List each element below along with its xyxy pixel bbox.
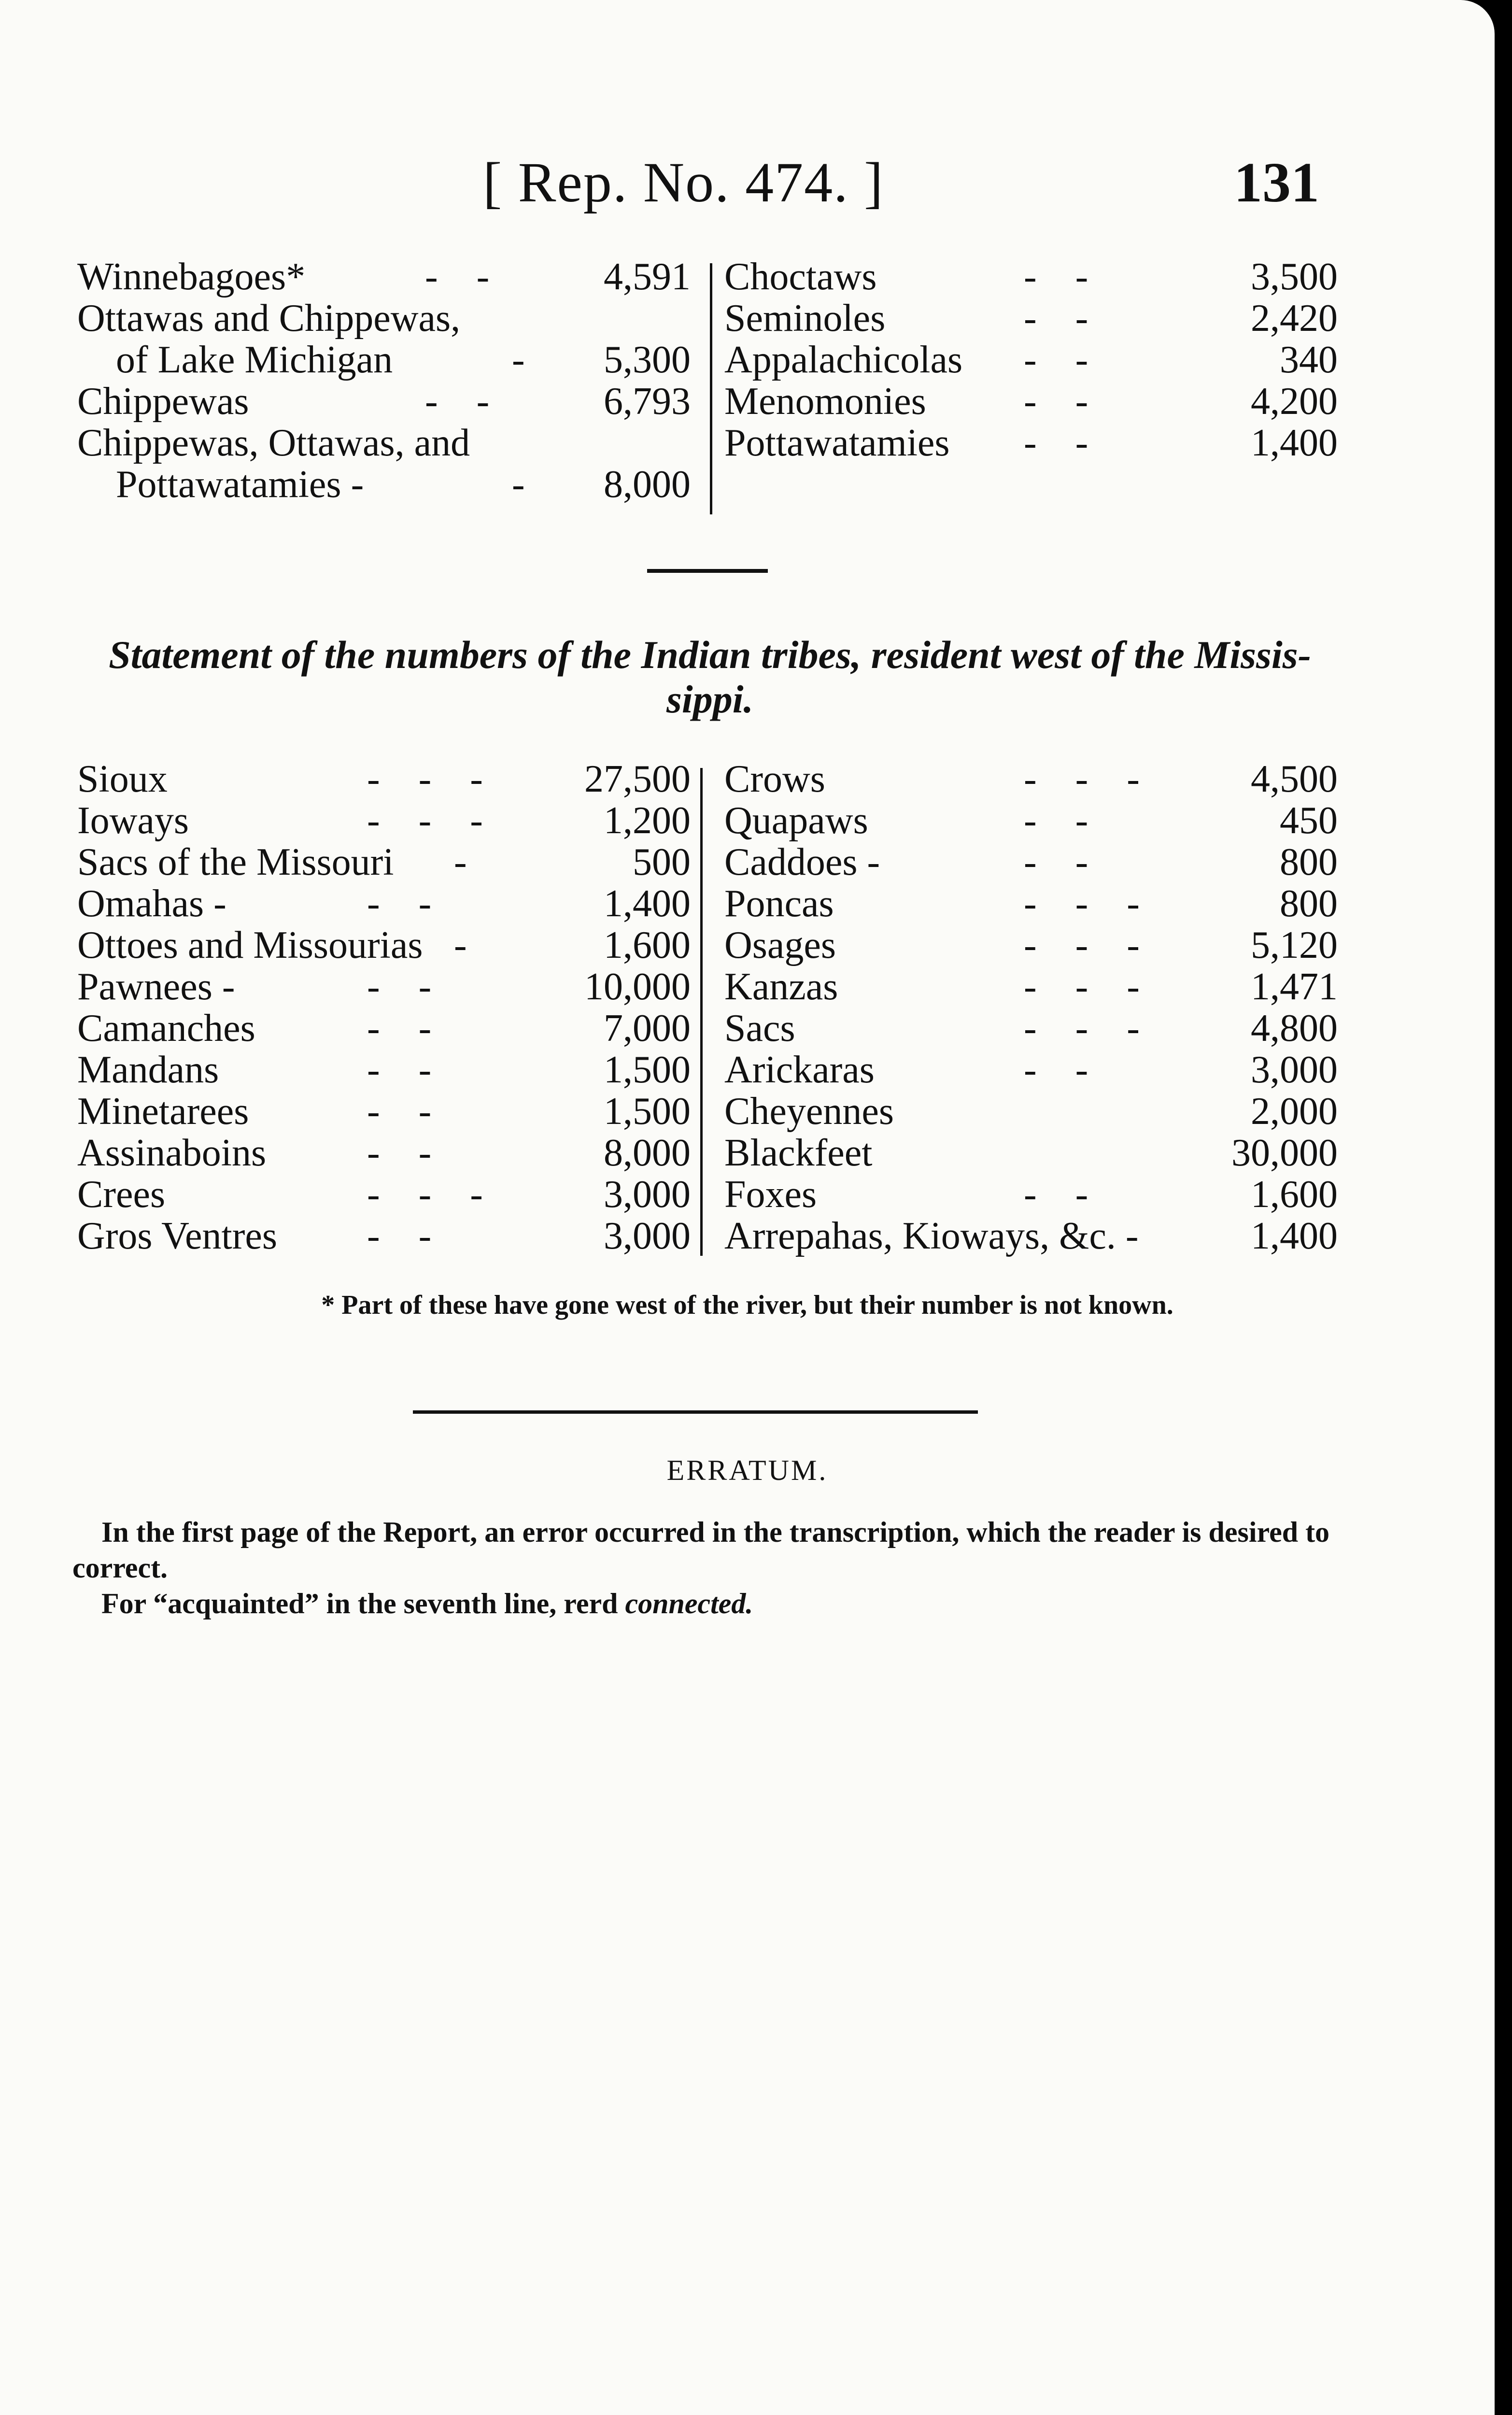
leader-dashes: - - — [367, 1215, 432, 1257]
leader-dashes: - — [512, 463, 525, 506]
tribe-name: Kanzas — [724, 966, 838, 1008]
population-value: 1,500 — [604, 1049, 691, 1091]
table-row — [724, 298, 1338, 339]
tribe-name: Seminoles — [724, 297, 886, 340]
leader-dashes: - - — [367, 1132, 432, 1174]
leader-dashes: - - — [1024, 799, 1088, 842]
tribe-name: Omahas - — [77, 882, 226, 925]
tribe-name: Ottoes and Missourias — [77, 924, 423, 966]
population-value: 7,000 — [604, 1007, 691, 1050]
west-table-right — [724, 758, 1338, 1257]
table-row — [724, 1174, 1338, 1215]
tribe-name: Appalachicolas — [724, 339, 963, 381]
table-row — [77, 841, 705, 883]
table-row — [77, 464, 705, 505]
population-value: 3,500 — [1251, 256, 1338, 298]
tribe-name: Sioux — [77, 758, 168, 800]
leader-dashes: - - — [1024, 1173, 1088, 1216]
tribe-name: Winnebagoes* — [77, 256, 306, 298]
leader-dashes: - - — [367, 966, 432, 1008]
table-row — [77, 1008, 705, 1049]
tribe-name: Mandans — [77, 1049, 219, 1091]
table-row — [77, 883, 705, 924]
table-row — [724, 422, 1338, 464]
footnote: * Part of these have gone west of the river, but their number is not known. — [321, 1290, 1173, 1320]
erratum-line-2 — [72, 1586, 1338, 1621]
population-value: 10,000 — [584, 966, 691, 1008]
table-row — [77, 1049, 705, 1091]
erratum-line-1: In the first page of the Report, an error occurred in the transcription, which the reader is desired to correct. — [72, 1516, 1330, 1584]
population-value: 1,500 — [604, 1090, 691, 1133]
tribe-name: Assinaboins — [77, 1132, 267, 1174]
population-value: 5,300 — [604, 339, 691, 381]
report-number: [ Rep. No. 474. ] — [483, 151, 884, 214]
leader-dashes: - - - — [1024, 966, 1140, 1008]
table-row — [724, 1132, 1338, 1174]
erratum-correction: connected. — [625, 1588, 753, 1619]
table-row — [77, 800, 705, 841]
table-row — [724, 1215, 1338, 1257]
tribe-name: Crees — [77, 1173, 166, 1216]
table-row — [77, 1215, 705, 1257]
tribe-name: Minetarees — [77, 1090, 249, 1133]
leader-dashes: - — [454, 924, 467, 966]
east-table-right — [724, 256, 1338, 464]
tribe-name: Sacs — [724, 1007, 795, 1050]
table-row — [724, 1091, 1338, 1132]
leader-dashes: - — [512, 339, 525, 381]
population-value: 6,793 — [604, 380, 691, 423]
tribe-name: Gros Ventres — [77, 1215, 278, 1257]
table-row — [77, 1174, 705, 1215]
erratum-body — [72, 1514, 1338, 1621]
population-value: 4,591 — [604, 256, 691, 298]
table-row — [77, 1091, 705, 1132]
leader-dashes: - — [454, 841, 467, 883]
tribe-name: Poncas — [724, 882, 834, 925]
tribe-name: Pawnees - — [77, 966, 235, 1008]
table-row — [77, 924, 705, 966]
leader-dashes: - - — [367, 1049, 432, 1091]
table-row — [77, 758, 705, 800]
table-row — [77, 381, 705, 422]
leader-dashes: - - — [367, 1090, 432, 1133]
leader-dashes: - - - — [367, 799, 483, 842]
population-value: 1,400 — [604, 882, 691, 925]
tribe-name: Foxes — [724, 1173, 817, 1216]
tribe-name: Pottawatamies - — [116, 463, 364, 506]
tribe-name: Arrepahas, Kioways, &c. - — [724, 1215, 1139, 1257]
population-value: 2,000 — [1251, 1090, 1338, 1133]
population-value: 1,471 — [1251, 966, 1338, 1008]
leader-dashes: - - — [1024, 1049, 1088, 1091]
table-row — [724, 758, 1338, 800]
table-row — [724, 924, 1338, 966]
tribe-name: Chippewas, Ottawas, and — [77, 422, 470, 464]
tribe-name: Crows — [724, 758, 825, 800]
tribe-name: Chippewas — [77, 380, 249, 423]
population-value: 30,000 — [1231, 1132, 1338, 1174]
population-value: 4,800 — [1251, 1007, 1338, 1050]
population-value: 1,400 — [1251, 422, 1338, 464]
table-row — [724, 1008, 1338, 1049]
east-table-left — [77, 256, 705, 505]
population-value: 27,500 — [584, 758, 691, 800]
population-value: 1,600 — [1251, 1173, 1338, 1216]
tribe-name: Cheyennes — [724, 1090, 894, 1133]
population-value: 3,000 — [604, 1215, 691, 1257]
leader-dashes: - - — [425, 380, 490, 423]
table-row — [724, 256, 1338, 298]
leader-dashes: - - - — [1024, 882, 1140, 925]
table-row — [77, 1132, 705, 1174]
page-number: 131 — [1234, 151, 1319, 214]
population-value: 4,500 — [1251, 758, 1338, 800]
tribe-name: Blackfeet — [724, 1132, 873, 1174]
table-row — [77, 966, 705, 1008]
page-header — [0, 150, 1495, 217]
leader-dashes: - - - — [367, 758, 483, 800]
leader-dashes: - - — [367, 1007, 432, 1050]
table-row — [724, 1049, 1338, 1091]
tribe-name: of Lake Michigan — [116, 339, 393, 381]
west-table-divider — [700, 768, 703, 1256]
population-value: 3,000 — [1251, 1049, 1338, 1091]
tribe-name: Ottawas and Chippewas, — [77, 297, 461, 340]
table-row — [77, 422, 705, 464]
table-row — [724, 800, 1338, 841]
population-value: 800 — [1280, 841, 1338, 883]
population-value: 340 — [1280, 339, 1338, 381]
population-value: 1,400 — [1251, 1215, 1338, 1257]
table-row — [724, 339, 1338, 381]
population-value: 800 — [1280, 882, 1338, 925]
tribe-name: Osages — [724, 924, 836, 966]
population-value: 500 — [633, 841, 691, 883]
population-value: 2,420 — [1251, 297, 1338, 340]
table-row — [77, 256, 705, 298]
population-value: 1,200 — [604, 799, 691, 842]
table-row — [724, 966, 1338, 1008]
table-row — [77, 339, 705, 381]
population-value: 8,000 — [604, 463, 691, 506]
tribe-name: Ioways — [77, 799, 189, 842]
population-value: 3,000 — [604, 1173, 691, 1216]
leader-dashes: - - - — [1024, 1007, 1140, 1050]
west-table-left — [77, 758, 705, 1257]
leader-dashes: - - — [1024, 841, 1088, 883]
table-row — [724, 883, 1338, 924]
leader-dashes: - - — [1024, 256, 1088, 298]
tribe-name: Quapaws — [724, 799, 868, 842]
leader-dashes: - - - — [1024, 758, 1140, 800]
leader-dashes: - - - — [1024, 924, 1140, 966]
section-rule — [647, 569, 768, 573]
leader-dashes: - - — [1024, 422, 1088, 464]
population-value: 4,200 — [1251, 380, 1338, 423]
leader-dashes: - - — [367, 882, 432, 925]
population-value: 5,120 — [1251, 924, 1338, 966]
table-row — [724, 381, 1338, 422]
table-row — [77, 298, 705, 339]
tribe-name: Sacs of the Missouri — [77, 841, 394, 883]
population-value: 450 — [1280, 799, 1338, 842]
tribe-name: Pottawatamies — [724, 422, 950, 464]
leader-dashes: - - — [1024, 380, 1088, 423]
tribe-name: Arickaras — [724, 1049, 875, 1091]
erratum-line-2-text: For “acquainted” in the seventh line, rerd — [101, 1588, 625, 1619]
leader-dashes: - - — [1024, 297, 1088, 340]
tribe-name: Caddoes - — [724, 841, 880, 883]
leader-dashes: - - — [425, 256, 490, 298]
east-table-divider — [710, 263, 712, 514]
leader-dashes: - - — [1024, 339, 1088, 381]
statement-heading: Statement of the numbers of the Indian tribes, resident west of the Missis- sippi. — [109, 633, 1311, 721]
tribe-name: Choctaws — [724, 256, 877, 298]
erratum-rule — [413, 1410, 978, 1414]
population-value: 1,600 — [604, 924, 691, 966]
leader-dashes: - - - — [367, 1173, 483, 1216]
table-row — [724, 841, 1338, 883]
population-value: 8,000 — [604, 1132, 691, 1174]
tribe-name: Camanches — [77, 1007, 255, 1050]
tribe-name: Menomonies — [724, 380, 926, 423]
erratum-title: ERRATUM. — [666, 1454, 828, 1486]
